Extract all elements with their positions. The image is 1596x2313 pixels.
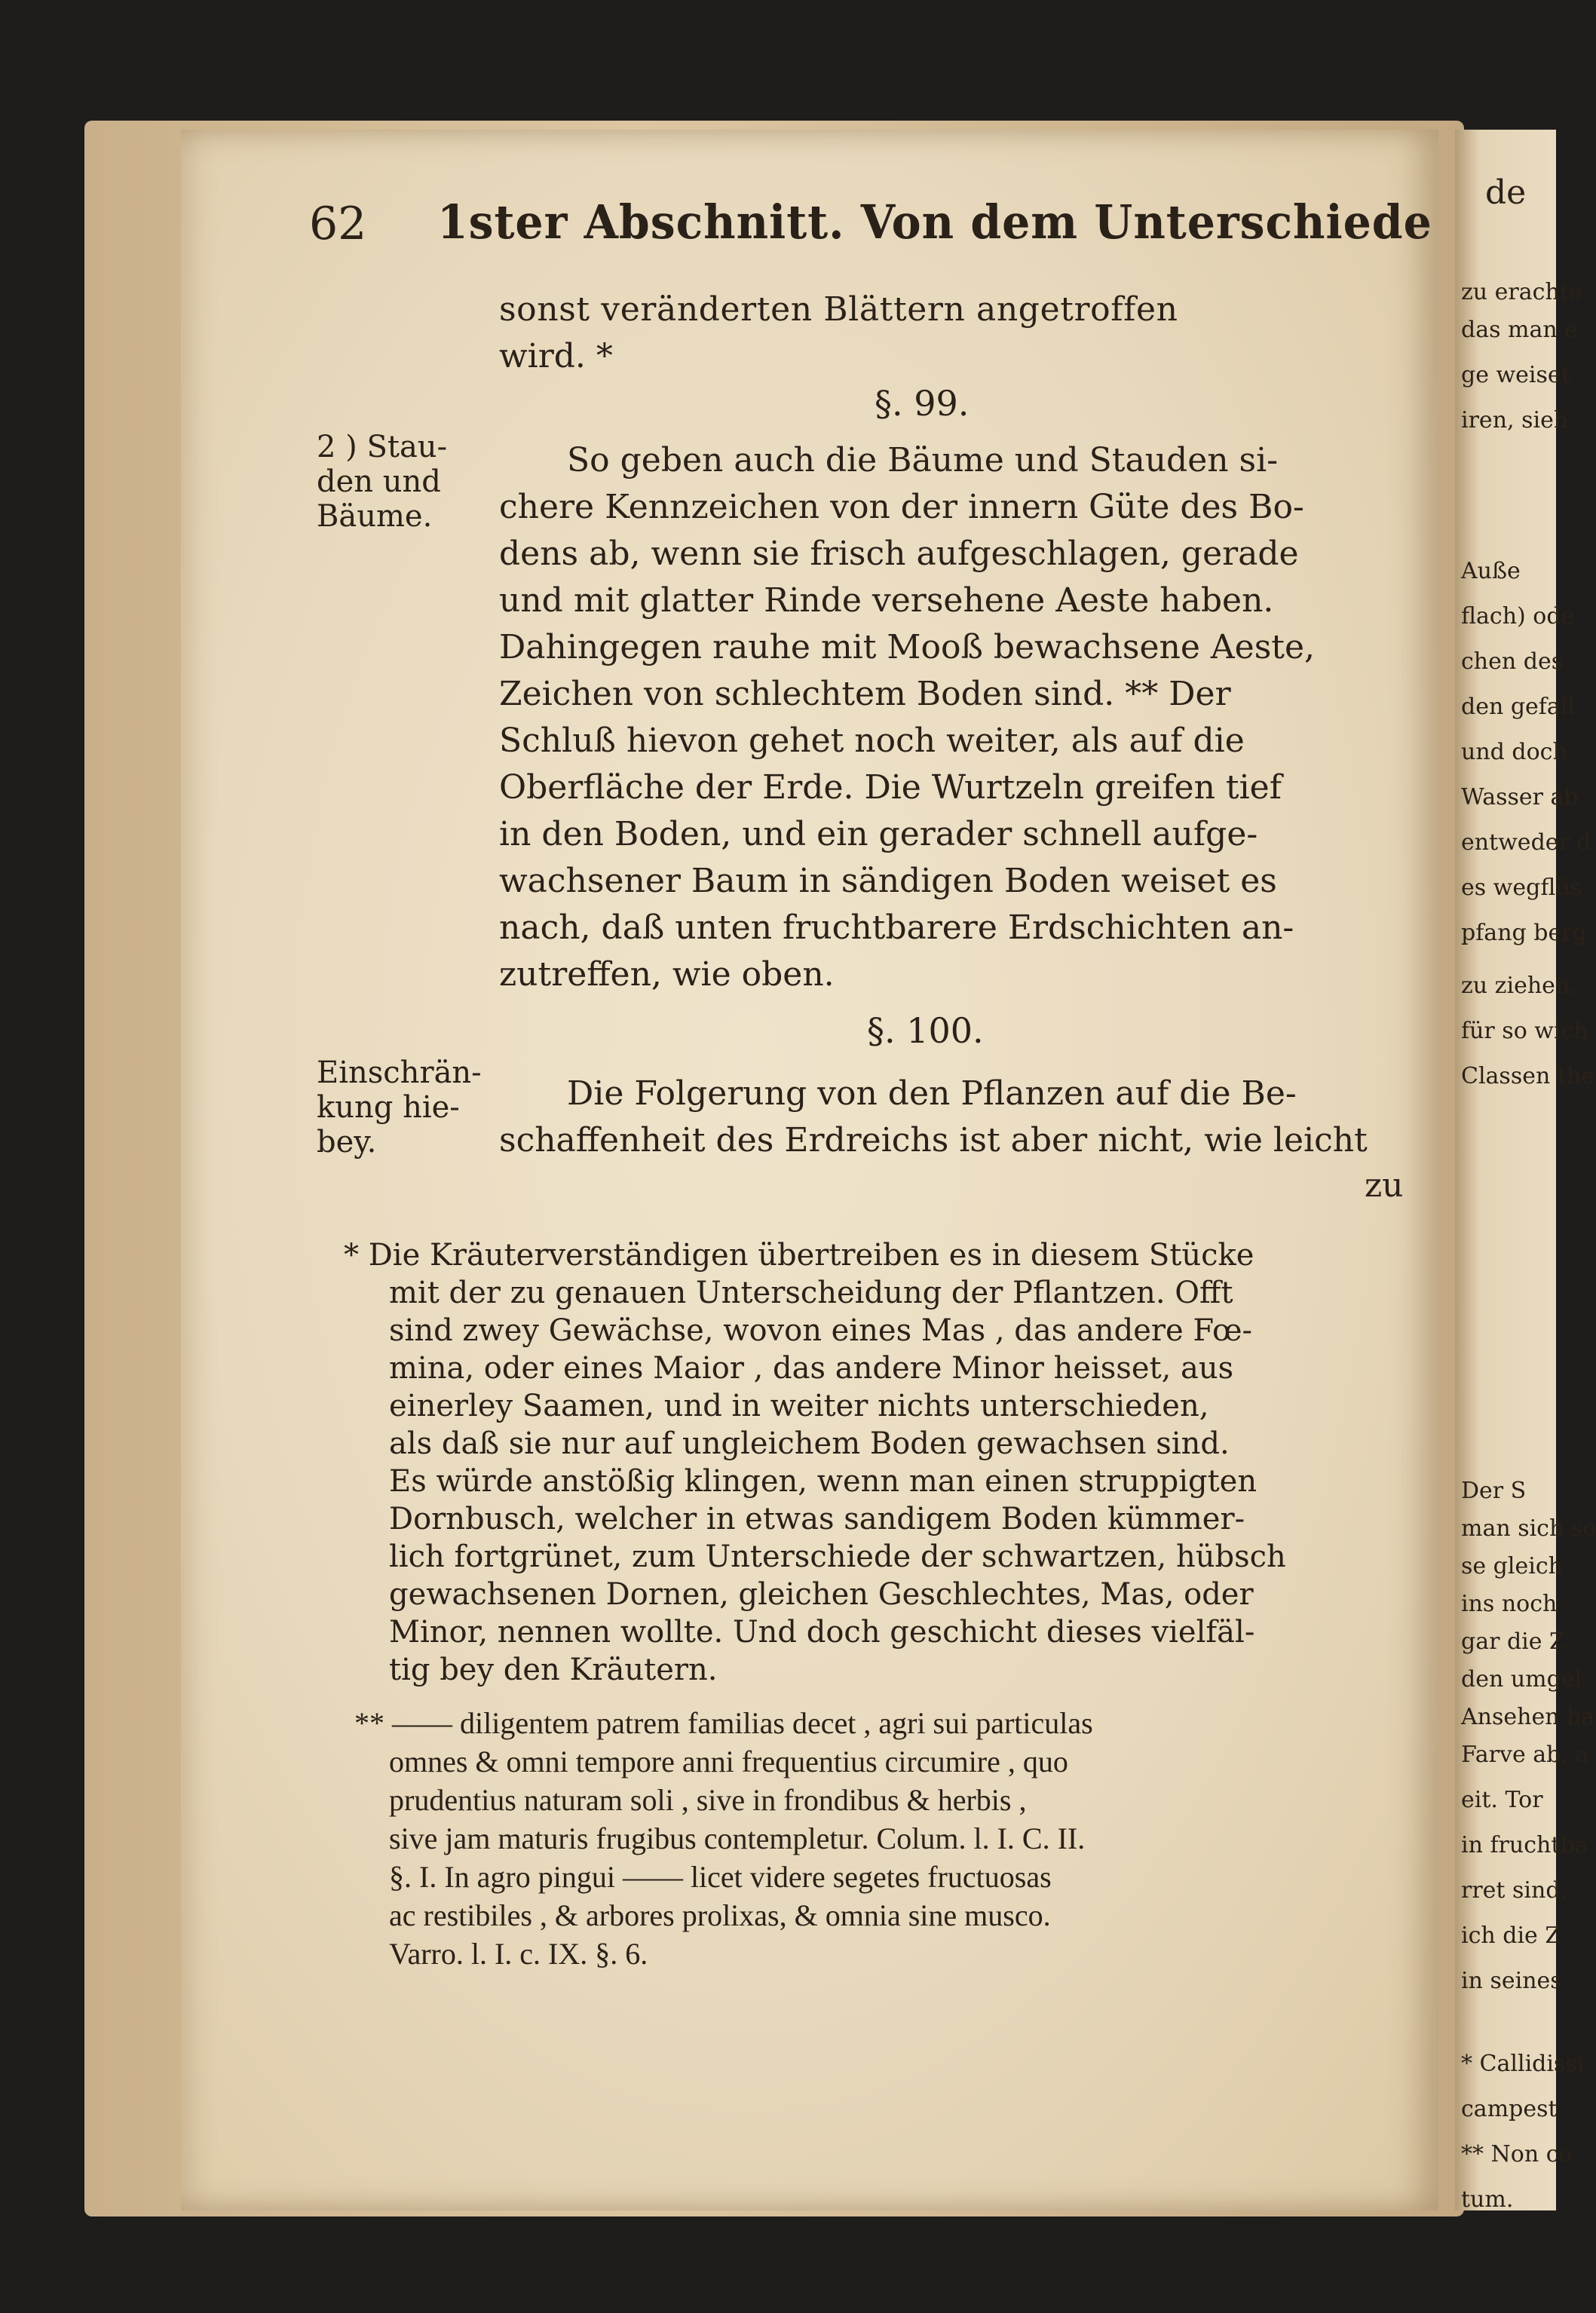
footnote-1-line: sind zwey Gewächse, wovon eines Mas , das andere Fœ- (389, 1313, 1253, 1348)
next-page-fragment: campest (1461, 2096, 1558, 2122)
next-page-fragment: Ansehen ha (1461, 1704, 1595, 1730)
next-page-fragment: Der S (1461, 1478, 1527, 1504)
next-page-fragment: für so wich (1461, 1018, 1588, 1044)
page-number: 62 (309, 198, 367, 250)
next-page-fragment: man sich so (1461, 1515, 1596, 1542)
next-page-fragment: rret sind. (1461, 1877, 1568, 1904)
paragraph-100-line: schaffenheit des Erdreichs ist aber nicht, wie leicht (499, 1121, 1368, 1160)
paragraph-99-line: Schluß hievon gehet noch weiter, als auf die (499, 721, 1245, 760)
next-page-fragment: Classen the (1461, 1063, 1594, 1089)
footnote-1-line: Dornbusch, welcher in etwas sandigem Boden kümmer- (389, 1502, 1245, 1536)
next-page-fragment: den gefall (1461, 694, 1575, 720)
footnote-1-line: mit der zu genauen Unterscheidung der Pflantzen. Offt (389, 1276, 1233, 1310)
next-page-fragment: Wasser ab (1461, 784, 1579, 810)
next-page-fragment: ** Non co (1461, 2141, 1573, 2167)
next-page-strip (1455, 130, 1596, 2213)
footnote-2-line: §. I. In agro pingui —— licet videre segetes fructuosas (389, 1860, 1052, 1894)
next-page-fragment: in seines (1461, 1968, 1562, 1994)
next-page-fragment: eit. Tor (1461, 1787, 1543, 1813)
paragraph-99-line: dens ab, wenn sie frisch aufgeschlagen, gerade (499, 535, 1299, 573)
paragraph-99-line: chere Kennzeichen von der innern Güte des Bo- (499, 488, 1304, 526)
next-page-fragment: flach) ode (1461, 603, 1575, 630)
footnote-2-line: ** —— diligentem patrem familias decet , agri sui particulas (354, 1706, 1093, 1740)
paragraph-99-line: zutreffen, wie oben. (499, 955, 835, 994)
paragraph-99-line: wachsener Baum in sändigen Boden weiset es (499, 862, 1277, 900)
next-page-fragment: ich die Z (1461, 1922, 1561, 1949)
footnote-2-line: sive jam maturis frugibus contempletur. Colum. l. I. C. II. (389, 1821, 1086, 1855)
next-page-fragment: gar die Z (1461, 1628, 1565, 1655)
margin-note-line: kung hie- (317, 1090, 460, 1125)
footnote-1-line: mina, oder eines Maior , das andere Minor heisset, aus (389, 1351, 1234, 1386)
next-page-fragment: Auße (1461, 558, 1521, 584)
section-heading-100: §. 100. (867, 1010, 984, 1051)
next-page-fragment: chen des (1461, 648, 1564, 675)
margin-note-line: 2 ) Stau- (317, 430, 448, 464)
continuation-line-1 (499, 286, 1395, 333)
footnote-1-line: tig bey den Kräutern. (389, 1653, 718, 1687)
footnote-2-line: prudentius naturam soli , sive in frondibus & herbis , (389, 1783, 1027, 1817)
paragraph-99-line: Dahingegen rauhe mit Mooß bewachsene Aeste, (499, 628, 1315, 666)
paragraph-99-line: nach, daß unten fruchtbarere Erdschichten an- (499, 908, 1294, 947)
next-page-fragment: zu ziehen. (1461, 973, 1577, 999)
next-page-fragment: ins noch (1461, 1591, 1558, 1617)
catchword: zu (1365, 1166, 1404, 1205)
section-heading-99: §. 99. (875, 383, 970, 424)
next-page-fragment: pfang berg (1461, 920, 1587, 946)
footnote-2-line: ac restibiles , & arbores prolixas, & omnia sine musco. (389, 1898, 1051, 1932)
next-page-fragment: und doch (1461, 739, 1567, 765)
next-page-fragment: Farve ab, a (1461, 1742, 1589, 1768)
continuation-line-2: wird. * (499, 337, 613, 375)
next-page-fragment: * Callidissi (1461, 2051, 1585, 2077)
footnote-2-line: Varro. l. I. c. IX. §. 6. (389, 1937, 648, 1971)
footnote-1-line: als daß sie nur auf ungleichem Boden gewachsen sind. (389, 1426, 1230, 1461)
next-page-fragment: entweder d (1461, 829, 1591, 856)
paragraph-99-line: in den Boden, und ein gerader schnell aufge- (499, 815, 1258, 853)
footnote-1-line: einerley Saamen, und in weiter nichts unterschieden, (389, 1389, 1209, 1423)
margin-note-line: bey. (317, 1125, 377, 1160)
margin-note-line: Einschrän- (317, 1055, 482, 1090)
footnote-2-line: omnes & omni tempore anni frequentius circumire , quo (389, 1745, 1068, 1778)
next-page-fragment: tum. (1461, 2186, 1514, 2213)
running-head: 1ster Abschnitt. Von dem Unterschiede (437, 195, 1432, 250)
next-page-fragment: es wegflüs (1461, 875, 1582, 901)
margin-note-line: Bäume. (317, 499, 433, 534)
margin-note-line: den und (317, 464, 441, 499)
footnote-1-line: * Die Kräuterverständigen übertreiben es in diesem Stücke (344, 1238, 1254, 1273)
paragraph-99-line: Oberfläche der Erde. Die Wurtzeln greifen tief (499, 768, 1282, 807)
footnote-1-line: Minor, nennen wollte. Und doch geschicht dieses vielfäl- (389, 1615, 1255, 1650)
footnote-1-line: lich fortgrünet, zum Unterschiede der schwartzen, hübsch (389, 1539, 1286, 1574)
next-page-fragment: das man e (1461, 317, 1578, 343)
next-page-fragment: in fruchtba (1461, 1832, 1588, 1858)
continuation-text: sonst veränderten Blättern angetroffen (499, 290, 1178, 329)
next-page-fragment: den umgel (1461, 1666, 1582, 1693)
paragraph-99-line: Zeichen von schlechtem Boden sind. ** Der (499, 675, 1231, 713)
next-page-fragment: ge weiset (1461, 362, 1570, 388)
footnote-1-line: Es würde anstößig klingen, wenn man einen struppigten (389, 1464, 1258, 1499)
next-page-fragment: se gleich (1461, 1553, 1563, 1579)
paragraph-99-line: und mit glatter Rinde versehene Aeste haben. (499, 581, 1274, 620)
next-page-fragment: de (1485, 173, 1527, 212)
next-page-fragment: zu erachte (1461, 279, 1582, 305)
next-page-fragment: iren, sieh (1461, 407, 1569, 433)
paragraph-99-line: So geben auch die Bäume und Stauden si- (567, 441, 1279, 479)
footnote-1-line: gewachsenen Dornen, gleichen Geschlechtes, Mas, oder (389, 1577, 1254, 1612)
paragraph-100-line: Die Folgerung von den Pflanzen auf die Be- (567, 1074, 1297, 1113)
